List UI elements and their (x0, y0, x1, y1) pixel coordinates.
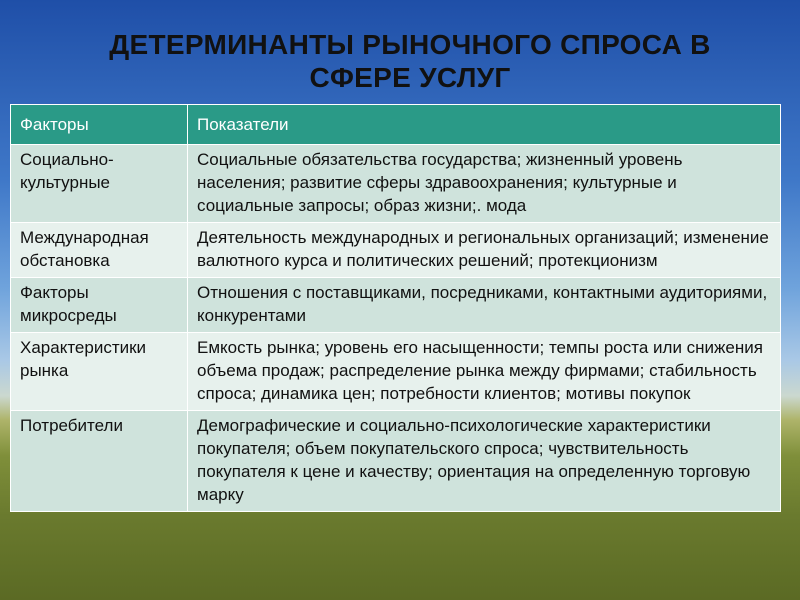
determinants-table (10, 104, 781, 512)
table-row (11, 223, 781, 278)
factor-cell: Факторы микросреды (11, 278, 188, 333)
table-row (11, 411, 781, 512)
table-row (11, 278, 781, 333)
table-row (11, 145, 781, 223)
factor-cell: Характеристики рынка (11, 333, 188, 411)
indicator-cell: Деятельность международных и региональных организаций; изменение валютного курса и политических решений; протекционизм (188, 223, 781, 278)
indicator-cell: Демографические и социально-психологические характеристики покупателя; объем покупательского спроса; чувствительность покупателя к цене и качеству; ориентация на определенную торговую марку (188, 411, 781, 512)
indicator-cell: Социальные обязательства государства; жизненный уровень населения; развитие сферы здравоохранения; культурные и социальные запросы; образ жизни;. мода (188, 145, 781, 223)
table-header-row (11, 105, 781, 145)
indicator-cell: Отношения с поставщиками, посредниками, контактными аудиториями, конкурентами (188, 278, 781, 333)
slide-title: ДЕТЕРМИНАНТЫ РЫНОЧНОГО СПРОСА В СФЕРЕ УСЛУГ (109, 29, 711, 93)
header-indicators: Показатели (188, 105, 781, 145)
indicator-cell: Емкость рынка; уровень его насыщенности; темпы роста или снижения объема продаж; распределение рынка между фирмами; стабильность спроса; динамика цен; потребности клиентов; мотивы покупок (188, 333, 781, 411)
factor-cell: Потребители (11, 411, 188, 512)
factor-cell: Социально-культурные (11, 145, 188, 223)
header-factors: Факторы (11, 105, 188, 145)
factor-cell: Международная обстановка (11, 223, 188, 278)
table-row (11, 333, 781, 411)
